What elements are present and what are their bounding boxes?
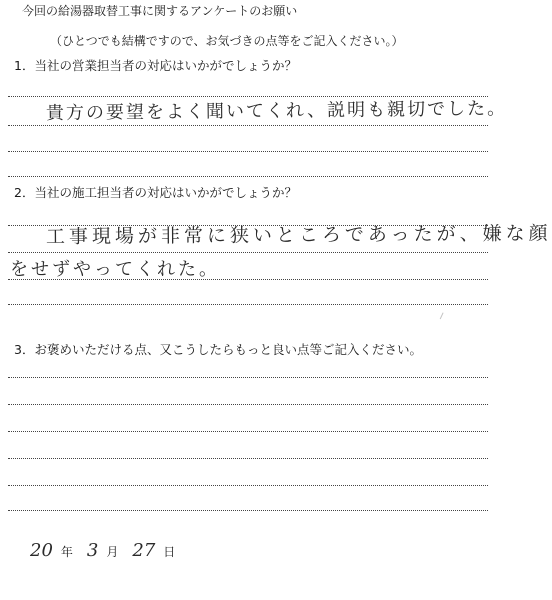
answer-line <box>8 404 488 405</box>
answer-line <box>8 510 488 511</box>
answer-line <box>8 176 488 177</box>
date-month-unit: 月 <box>106 545 119 559</box>
date-field <box>30 540 175 561</box>
date-month: 3 <box>86 540 99 561</box>
survey-title: 今回の給湯器取替工事に関するアンケートのお願い <box>22 4 298 18</box>
date-year-unit: 年 <box>60 545 73 559</box>
answer-line <box>8 252 488 253</box>
answer-line <box>8 304 488 305</box>
date-year: 20 <box>30 540 53 561</box>
question-2-handwritten-answer-line-2: をせずやってくれた。 <box>10 259 220 280</box>
question-2-handwritten-answer-line-1: 工事現場が非常に狭いところであったが、嫌な顔 <box>45 222 552 248</box>
date-day: 27 <box>132 540 156 561</box>
question-3-label: 3．お褒めいただける点、又こうしたらもっと良い点等ご記入ください。 <box>14 342 422 357</box>
survey-subtitle: （ひとつでも結構ですので、お気づきの点等をご記入ください。） <box>50 34 404 48</box>
question-1-handwritten-answer: 貴方の要望をよく聞いてくれ、説明も親切でした。 <box>45 98 508 124</box>
answer-line <box>8 458 488 459</box>
answer-line <box>8 377 488 378</box>
answer-line <box>8 279 488 280</box>
answer-line <box>8 431 488 432</box>
question-1-label: 1．当社の営業担当者の対応はいかがでしょうか？ <box>14 58 297 73</box>
question-2-label: 2．当社の施工担当者の対応はいかがでしょうか？ <box>14 185 297 200</box>
date-day-unit: 日 <box>163 545 176 559</box>
answer-line <box>8 125 488 126</box>
answer-line <box>8 96 488 97</box>
answer-line <box>8 151 488 152</box>
answer-line <box>8 485 488 486</box>
scan-speck <box>440 312 447 320</box>
